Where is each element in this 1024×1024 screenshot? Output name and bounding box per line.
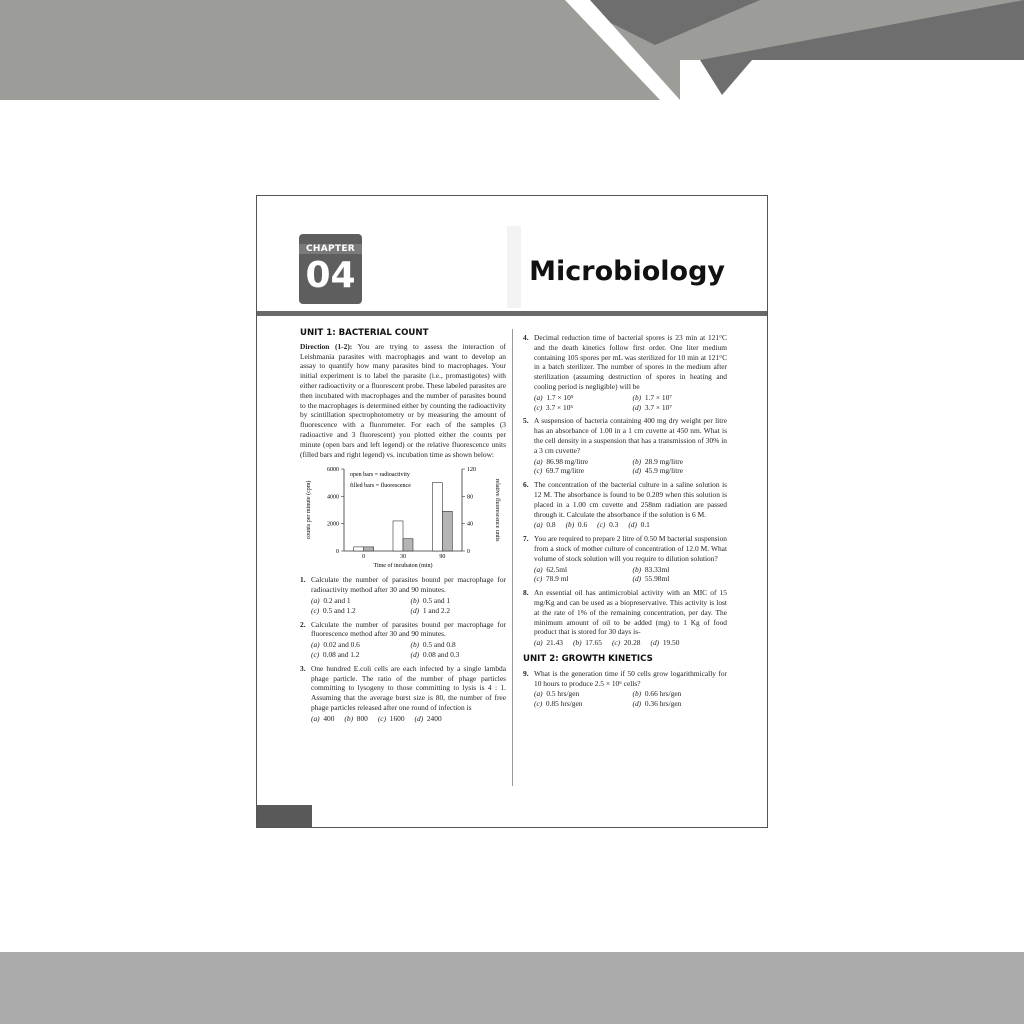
bar-radioactivity <box>354 547 364 551</box>
answer-option <box>311 714 334 724</box>
option-letter: (c) <box>311 605 320 615</box>
option-letter: (c) <box>534 699 543 709</box>
option-letter: (d) <box>632 699 642 709</box>
option-value: 3.7 × 10⁷ <box>644 402 672 412</box>
option-value: 1.7 × 10⁵ <box>546 392 574 402</box>
answer-option <box>534 638 563 648</box>
chapter-label: CHAPTER <box>299 244 362 254</box>
answer-option <box>534 689 629 699</box>
answer-option <box>411 606 507 616</box>
question-text: Decimal reduction time of bacterial spores is 23 min at 121°C and the death kinetics follow first order. One liter medium containing 105 spores per mL was sterilized for 10 min at 121°C in a batch sterilizer. The number of spores in the medium after sterilization (assuming destruction of spores in heating and cooling period is negligible) will be <box>534 333 727 391</box>
option-value: 400 <box>323 713 335 723</box>
option-value: 0.08 and 1.2 <box>322 649 360 659</box>
option-value: 21.43 <box>546 638 563 648</box>
option-list <box>534 565 727 585</box>
question-text: A suspension of bacteria containing 400 mg dry weight per litre has an absorbance of 1.00 in a 1 cm cuvette at 450 nm. What is the cell density in a suspension that has a transmission of 30% in a 3 cm cuvette? <box>534 416 727 455</box>
x-tick-label: 30 <box>400 554 406 561</box>
y-tick-label: 4000 <box>327 494 339 501</box>
y-axis-label: counts per minute (cpm) <box>306 480 312 540</box>
question-list-unit2 <box>523 669 727 709</box>
option-value: 69.7 mg/litre <box>545 466 585 476</box>
option-value: 0.85 hrs/gen <box>545 699 583 709</box>
question-number: 9. <box>523 668 529 678</box>
answer-option <box>411 650 507 660</box>
question-number: 6. <box>523 480 529 490</box>
option-value: 0.36 hrs/gen <box>644 699 682 709</box>
footer-block <box>257 805 312 828</box>
x-tick-label: 0 <box>362 554 366 561</box>
bar-chart-svg <box>300 463 506 571</box>
question-item <box>523 588 727 648</box>
answer-option <box>311 596 407 606</box>
option-letter: (c) <box>377 713 387 723</box>
option-letter: (b) <box>410 595 420 605</box>
question-number: 8. <box>523 588 529 598</box>
option-value: 0.8 <box>546 520 556 530</box>
question-number: 1. <box>300 575 306 585</box>
answer-option <box>534 393 629 403</box>
y-tick-label: 0 <box>336 549 339 556</box>
question-number: 4. <box>523 333 529 342</box>
y2-tick-label: 0 <box>467 549 470 556</box>
answer-option <box>534 699 629 709</box>
header-rule <box>257 311 767 316</box>
question-item <box>523 480 727 530</box>
question-item <box>523 669 727 709</box>
answer-option <box>378 714 405 724</box>
option-value: 17.65 <box>585 638 602 648</box>
option-letter: (a) <box>534 564 543 574</box>
option-list <box>534 457 727 477</box>
option-letter: (a) <box>534 689 543 699</box>
option-letter: (b) <box>565 520 575 530</box>
chapter-title: Microbiology <box>529 256 725 287</box>
y-tick-label: 2000 <box>327 522 339 529</box>
legend-filled: filled bars = fluorescence <box>350 483 411 490</box>
bar-radioactivity <box>432 483 442 551</box>
option-value: 0.08 and 0.3 <box>422 649 460 659</box>
option-letter: (a) <box>311 595 320 605</box>
bar-fluorescence <box>364 547 374 551</box>
option-value: 0.66 hrs/gen <box>644 689 682 699</box>
answer-option <box>534 574 629 584</box>
option-letter: (a) <box>534 392 543 402</box>
option-letter: (c) <box>534 574 543 584</box>
option-letter: (b) <box>632 564 642 574</box>
answer-option <box>573 638 602 648</box>
answer-option <box>415 714 442 724</box>
option-value: 1600 <box>389 713 405 723</box>
option-letter: (a) <box>534 638 543 648</box>
y2-tick-label: 120 <box>467 467 476 474</box>
answer-option <box>633 393 728 403</box>
question-item <box>300 575 506 615</box>
top-decoration <box>0 0 1024 100</box>
question-item <box>523 534 727 584</box>
answer-option <box>311 640 407 650</box>
option-letter: (c) <box>534 466 543 476</box>
option-value: 86.98 mg/litre <box>546 456 589 466</box>
x-tick-label: 90 <box>439 554 446 561</box>
legend-open: open bars = radioactivity <box>350 472 410 479</box>
option-letter: (d) <box>650 638 660 648</box>
answer-option <box>633 689 728 699</box>
option-letter: (d) <box>414 713 424 723</box>
option-letter: (d) <box>628 520 637 530</box>
answer-option <box>633 574 728 584</box>
bar-chart <box>300 463 506 571</box>
option-value: 0.5 hrs/gen <box>546 689 580 699</box>
option-list <box>534 638 727 648</box>
option-value: 0.5 and 1 <box>422 595 451 605</box>
option-value: 3.7 × 10⁵ <box>545 402 573 412</box>
bottom-banner <box>0 952 1024 1024</box>
chapter-badge <box>299 234 362 304</box>
option-letter: (b) <box>632 689 642 699</box>
y2-tick-label: 40 <box>467 522 473 529</box>
option-list <box>534 393 727 413</box>
chapter-number: 04 <box>305 255 356 296</box>
question-list-right <box>523 333 727 648</box>
question-item <box>300 664 506 724</box>
question-number: 7. <box>523 534 529 544</box>
bar-fluorescence <box>442 512 452 552</box>
option-value: 0.3 <box>609 520 619 530</box>
question-item <box>523 333 727 412</box>
option-value: 0.1 <box>640 520 650 530</box>
answer-option <box>534 466 629 476</box>
answer-option <box>411 640 507 650</box>
option-value: 19.50 <box>662 638 680 648</box>
option-value: 1 and 2.2 <box>422 605 451 615</box>
option-list <box>534 520 727 530</box>
question-text: Calculate the number of parasites bound per macrophage for radioactivity method after 30 and 90 minutes. <box>311 575 506 595</box>
book-page <box>256 195 768 828</box>
option-letter: (d) <box>410 605 420 615</box>
question-text: What is the generation time if 50 cells grow logarithmically for 10 hours to produce 2.5 × 10⁶ cells? <box>534 668 727 688</box>
option-letter: (d) <box>632 466 642 476</box>
option-value: 62.5ml <box>546 564 568 574</box>
answer-option <box>411 596 507 606</box>
direction-lead: Direction (1-2): <box>300 341 353 351</box>
option-letter: (c) <box>311 649 320 659</box>
option-value: 28.9 mg/litre <box>644 456 684 466</box>
option-list <box>534 689 727 709</box>
question-number: 2. <box>300 619 306 629</box>
answer-option <box>633 457 728 467</box>
question-list-left <box>300 575 506 723</box>
question-text: An essential oil has antimicrobial activity with an MIC of 15 mg/Kg and can be used as a biopreservative. This activity is lost at the rate of 1% of the remaining concentration, per day. The minimum amount of oil to be added (mg) to 1 Kg of food product that is stored for 30 days is- <box>534 588 727 637</box>
bar-radioactivity <box>393 521 403 551</box>
x-axis-label: Time of incubaton (min) <box>373 563 433 570</box>
option-value: 0.2 and 1 <box>323 595 351 605</box>
answer-option <box>633 565 728 575</box>
option-letter: (b) <box>632 456 642 466</box>
option-value: 0.5 and 1.2 <box>322 605 356 615</box>
option-letter: (d) <box>632 402 642 412</box>
question-text: You are required to prepare 2 litre of 0.50 M bacterial suspension from a stock of mother culture of concentration of 12.0 M. What volume of stock solution will you require to dilution solution? <box>534 534 727 563</box>
question-text: One hundred E.coli cells are each infected by a single lambda phage particle. The ratio of the number of phage particles committing to lysogeny to those committing to lysis is 4 : 1. Assuming that the average burst size is 80, the number of free phage particles released after one round of infection is <box>311 663 506 712</box>
answer-option <box>534 457 629 467</box>
option-letter: (a) <box>311 713 320 723</box>
answer-option <box>534 520 556 530</box>
option-value: 2400 <box>426 713 442 723</box>
question-item <box>523 416 727 476</box>
unit-heading: UNIT 2: GROWTH KINETICS <box>523 653 653 664</box>
unit-heading: UNIT 1: BACTERIAL COUNT <box>300 328 429 338</box>
option-value: 45.9 mg/litre <box>644 466 684 476</box>
answer-option <box>628 520 650 530</box>
answer-option <box>633 699 728 709</box>
answer-option <box>566 520 588 530</box>
answer-option <box>633 466 728 476</box>
y2-tick-label: 80 <box>467 494 473 501</box>
answer-option <box>597 520 618 530</box>
direction-body: You are trying to assess the interaction of Leishmania parasites with macrophages and want to develop an assay to quantify how many parasites bind to macrophages. Your initial experiment is to label the parasite (i.e., promastigotes) with either radioactivity or a fluorescent probe. These labeled parasites are then incubated with macrophages and the number of parasites bound to the macrophages is determined either by counting the radioactivity by scintillation spectrophotometry or by measuring the amount of fluorescence with a fluorometer. For each of the samples (3 radioactive and 3 fluorescent) you plotted either the counts per minute (open bars and left legend) or the relative fluorescence units (filled bars and right legend) vs. incubation time as shown below: <box>300 341 506 459</box>
option-value: 20.28 <box>623 638 641 648</box>
direction-text <box>300 342 506 460</box>
option-value: 0.02 and 0.6 <box>323 640 360 650</box>
question-text: Calculate the number of parasites bound per macrophage for fluorescence method after 30 and 90 minutes. <box>311 619 506 639</box>
answer-option <box>534 565 629 575</box>
right-column <box>523 329 727 709</box>
option-value: 800 <box>356 713 368 723</box>
answer-option <box>612 638 641 648</box>
question-item <box>300 620 506 660</box>
option-letter: (c) <box>534 402 543 412</box>
option-list <box>311 596 506 616</box>
option-letter: (b) <box>410 640 420 650</box>
option-letter: (b) <box>632 392 642 402</box>
option-list <box>311 714 506 724</box>
option-value: 0.5 and 0.8 <box>422 640 456 650</box>
title-separator <box>507 226 521 308</box>
answer-option <box>311 650 407 660</box>
question-number: 5. <box>523 416 529 426</box>
question-number: 3. <box>300 663 306 673</box>
option-letter: (b) <box>572 638 582 648</box>
option-letter: (a) <box>534 520 543 530</box>
option-letter: (d) <box>410 649 420 659</box>
y-tick-label: 6000 <box>327 467 339 474</box>
option-letter: (c) <box>597 520 606 530</box>
option-value: 83.33ml <box>644 564 670 574</box>
option-value: 1.7 × 10⁷ <box>644 392 672 402</box>
question-text: The concentration of the bacterial culture in a saline solution is 12 M. The absorbance is found to be 0.209 when this solution is placed in a 1.00 cm cuvette and 258nm radiation are passed through it. Calculate the absorbance if the solution is 6 M. <box>534 480 727 519</box>
option-value: 78.9 ml <box>545 574 569 584</box>
option-value: 55.98ml <box>644 574 670 584</box>
answer-option <box>633 403 728 413</box>
option-letter: (c) <box>611 638 621 648</box>
answer-option <box>311 606 407 616</box>
option-letter: (d) <box>632 574 642 584</box>
bar-fluorescence <box>403 539 413 551</box>
option-letter: (b) <box>344 713 354 723</box>
left-column <box>300 329 506 724</box>
option-value: 0.6 <box>577 520 588 530</box>
answer-option <box>650 638 679 648</box>
column-divider <box>512 329 513 786</box>
option-list <box>311 640 506 660</box>
option-letter: (a) <box>534 456 543 466</box>
answer-option <box>534 403 629 413</box>
option-letter: (a) <box>311 640 320 650</box>
y2-axis-label: relative fluorescence units <box>494 478 500 542</box>
answer-option <box>344 714 367 724</box>
